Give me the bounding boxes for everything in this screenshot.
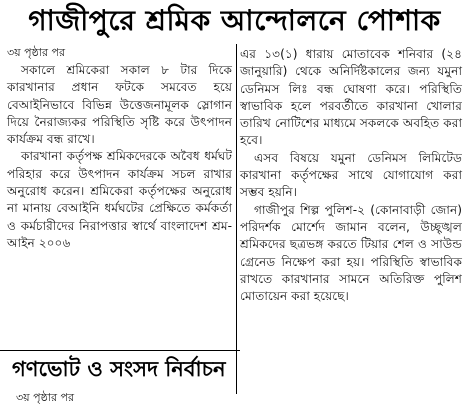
- right-paragraph-3: গাজীপুর শিল্প পুলিশ-২ (কোনাবাড়ী জোন) পরিদর্শক মোর্শেদ জামান বলেন, উচ্ছৃঙ্খল শ্রমিকদের ছত্রভঙ্গ করতে টিয়ার শেল ও সাউন্ড গ্রেনেড নিক্ষেপ করা হয়। পরিস্থিতি স্বাভাবিক রাখতে কারখানার সামনে অতিরিক্ত পুলিশ মোতায়েন করা হয়েছে।: [240, 202, 462, 304]
- right-paragraph-1: এর ১৩(১) ধারায় মোতাবেক শনিবার (২৪ জানুয়ারি) থেকে অনির্দিষ্টকালের জন্য যমুনা ডেনিমস লিঃ বন্ধ ঘোষণা করে। পরিস্থিতি স্বাভাবিক হলে পরবর্তীতে কারখানা খোলার তারিখ নোটিশের মাধ্যমে সকলকে অবহিত করা হবে।: [240, 47, 462, 148]
- column-divider: [236, 44, 237, 394]
- right-paragraph-2: এসব বিষয়ে যমুনা ডেনিমস লিমিটেড কারখানা কর্তৃপক্ষের সাথে যোগাযোগ করা সম্ভব হয়নি।: [240, 150, 462, 200]
- article-headline: গাজীপুরে শ্রমিক আন্দোলনে পোশাক: [28, 4, 441, 37]
- article-right-column: [240, 46, 462, 305]
- section-divider: [0, 350, 240, 351]
- left-paragraph-1: সকালে শ্রমিকেরা সকাল ৮ টার দিকে কারখানার প্রধান ফটকে সমবেত হয়ে বেআইনিভাবে বিভিন্ন উত্তেজনামূলক স্লোগান দিয়ে নৈরাজ্যকর পরিস্থিতি সৃষ্টি করে উৎপাদন কার্যক্রম বন্ধ রাখে।: [7, 63, 232, 147]
- next-article-continued-label: ৩য় পৃষ্ঠার পর: [16, 391, 75, 404]
- left-paragraph-2: কারখানা কর্তৃপক্ষ শ্রমিকদেরকে অবৈধ ধর্মঘট পরিহার করে উৎপাদন কার্যক্রম সচল রাখার অনুরোধ করেন। শ্রমিকেরা কর্তৃপক্ষের অনুরোধ না মানায় বেআইনি ধর্মঘটের প্রেক্ষিতে কর্মকর্তা ও কর্মচারীদের নিরাপত্তার স্বার্থে বাংলাদেশ শ্রম-আইন ২০০৬: [7, 149, 232, 250]
- article-left-column: [7, 46, 232, 252]
- continued-from-label: ৩য় পৃষ্ঠার পর: [7, 46, 66, 59]
- next-article-headline: গণভোট ও সংসদ নির্বাচন: [12, 357, 226, 381]
